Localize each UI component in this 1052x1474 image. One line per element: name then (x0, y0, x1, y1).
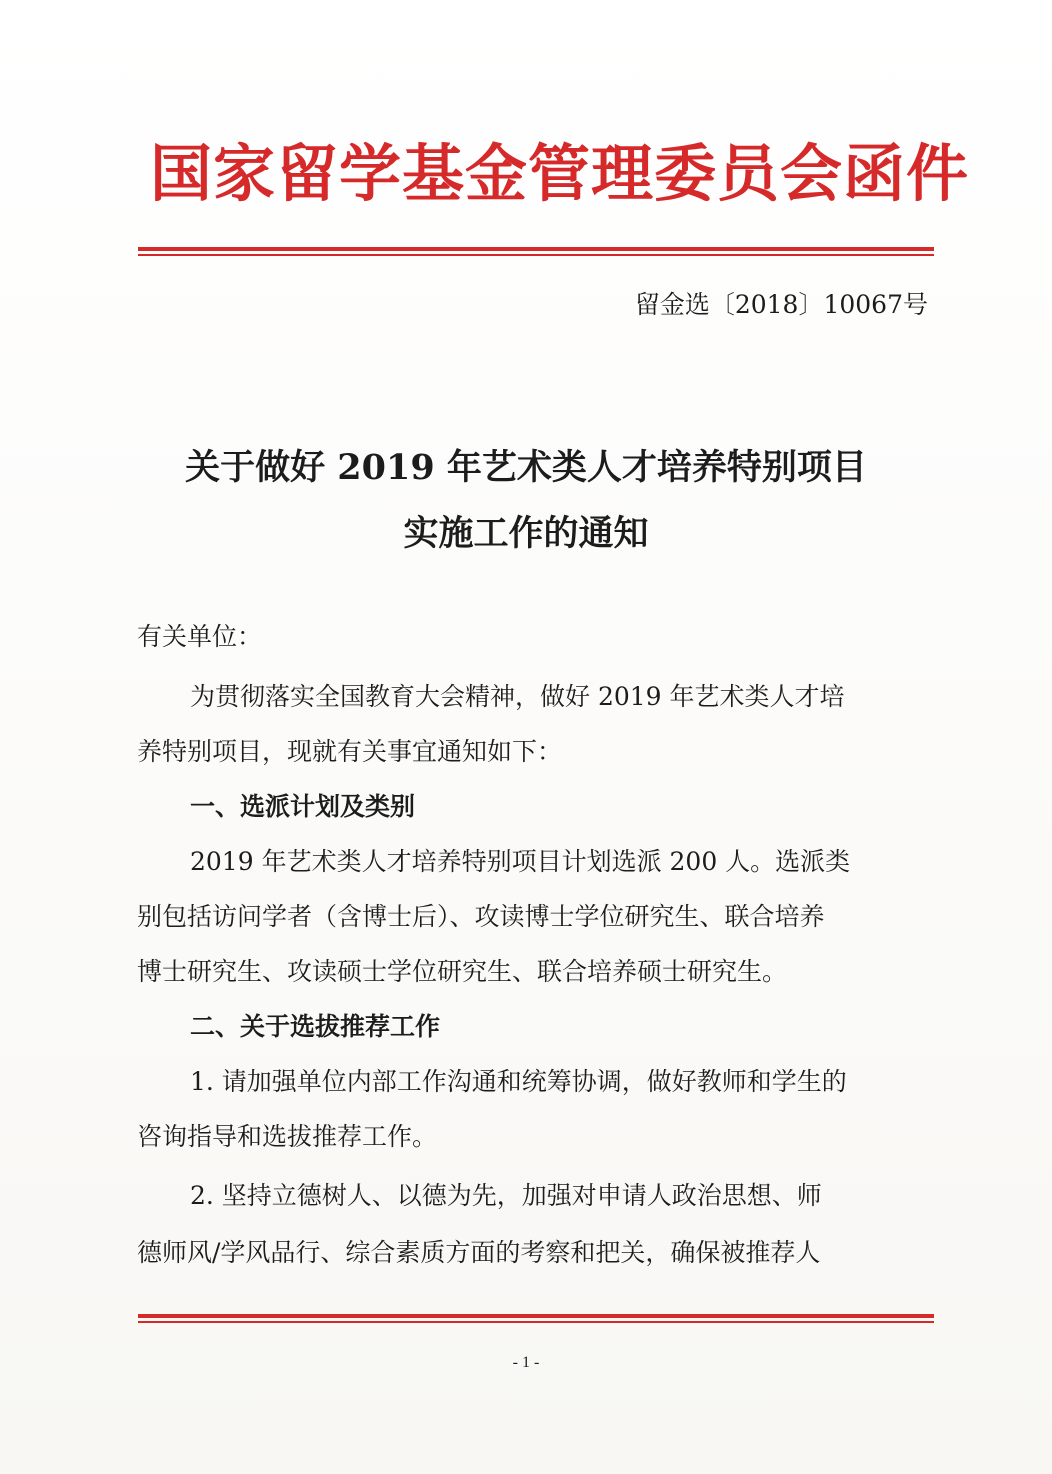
document-title-line-1: 关于做好 2019 年艺术类人才培养特别项目 (185, 447, 867, 488)
document-title-line-2: 实施工作的通知 (403, 513, 649, 554)
section-2-item-1-line-1: 1. 请加强单位内部工作沟通和统筹协调，做好教师和学生的 (190, 1067, 847, 1096)
reference-number: 留金选〔2018〕10067号 (634, 290, 928, 319)
section-2-item-2-line-1: 2. 坚持立德树人、以德为先，加强对申请人政治思想、师 (190, 1181, 822, 1210)
footer-rule-thick (138, 1314, 934, 1318)
paragraph-1-line-1: 为贯彻落实全国教育大会精神，做好 2019 年艺术类人才培 (190, 682, 845, 711)
footer-double-rule (138, 1314, 934, 1324)
salutation: 有关单位： (137, 622, 263, 651)
header-rule-thin (138, 254, 934, 256)
paragraph-1-line-2: 养特别项目，现就有关事宜通知如下： (137, 737, 563, 766)
section-1-line-2: 别包括访问学者（含博士后）、攻读博士学位研究生、联合培养 (137, 902, 825, 931)
section-1-heading: 一、选派计划及类别 (190, 792, 416, 821)
section-1-line-3: 博士研究生、攻读硕士学位研究生、联合培养硕士研究生。 (137, 957, 788, 986)
page-number: - 1 - (512, 1354, 540, 1371)
section-2-item-1-line-2: 咨询指导和选拔推荐工作。 (137, 1122, 438, 1151)
section-2-heading: 二、关于选拔推荐工作 (190, 1012, 441, 1041)
section-2-item-2-line-2: 德师风/学风品行、综合素质方面的考察和把关，确保被推荐人 (137, 1238, 821, 1267)
letterhead-title: 国家留学基金管理委员会函件 (150, 137, 970, 210)
header-double-rule (138, 247, 934, 257)
footer-rule-thin (138, 1321, 934, 1323)
header-rule-thick (138, 247, 934, 251)
section-1-line-1: 2019 年艺术类人才培养特别项目计划选派 200 人。选派类 (190, 847, 851, 876)
